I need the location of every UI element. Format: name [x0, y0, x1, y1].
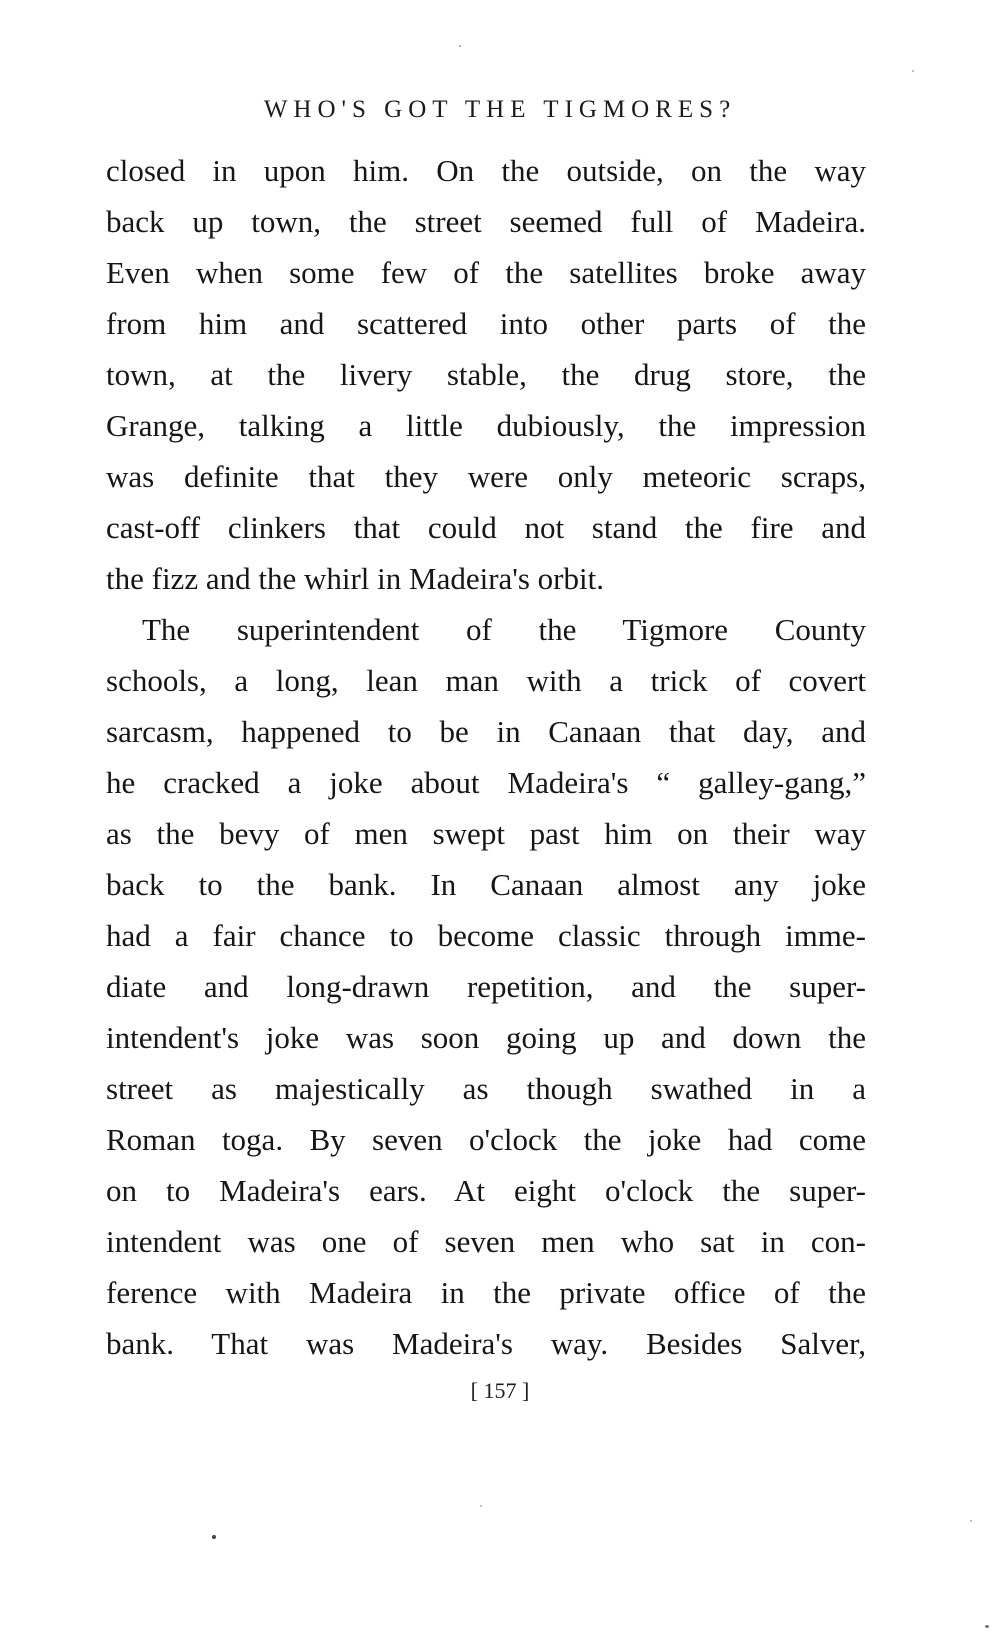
text-line: on to Madeira's ears. At eight o'clock the super- [106, 1173, 866, 1208]
paragraph [106, 604, 866, 1369]
text-line: schools, a long, lean man with a trick of covert [106, 663, 866, 698]
text-line: intendent was one of seven men who sat in con- [106, 1224, 866, 1259]
page-number: [ 157 ] [470, 1378, 530, 1403]
text-line: The superintendent of the Tigmore County [142, 612, 866, 647]
text-line: he cracked a joke about Madeira's “ galley-gang,” [106, 765, 866, 800]
text-line: ference with Madeira in the private office of the [106, 1275, 866, 1310]
paragraph [106, 145, 866, 604]
text-line: town, at the livery stable, the drug store, the [106, 357, 866, 392]
text-line: back to the bank. In Canaan almost any joke [106, 867, 866, 902]
text-line: street as majestically as though swathed in a [106, 1071, 866, 1106]
page-body [106, 145, 866, 1369]
text-line: cast-off clinkers that could not stand the fire and [106, 510, 866, 545]
text-line: diate and long-drawn repetition, and the super- [106, 969, 866, 1004]
text-line: as the bevy of men swept past him on their way [106, 816, 866, 851]
text-line: intendent's joke was soon going up and down the [106, 1020, 866, 1055]
scan-speck [212, 1535, 216, 1539]
scan-speck [985, 1625, 989, 1628]
text-line: Even when some few of the satellites broke away [106, 255, 866, 290]
text-line: Roman toga. By seven o'clock the joke had come [106, 1122, 866, 1157]
text-line: back up town, the street seemed full of Madeira. [106, 204, 866, 239]
text-line: from him and scattered into other parts of the [106, 306, 866, 341]
text-line: sarcasm, happened to be in Canaan that day, and [106, 714, 866, 749]
scan-speck [912, 70, 914, 72]
text-line: closed in upon him. On the outside, on the way [106, 153, 866, 188]
text-line: had a fair chance to become classic through imme- [106, 918, 866, 953]
running-head: WHO'S GOT THE TIGMORES? [263, 96, 737, 123]
text-line: bank. That was Madeira's way. Besides Salver, [106, 1326, 866, 1361]
scan-speck [480, 1505, 482, 1507]
scan-speck [459, 45, 461, 47]
text-line: was definite that they were only meteoric scraps, [106, 459, 866, 494]
text-line: Grange, talking a little dubiously, the impression [106, 408, 866, 443]
scan-speck [970, 1520, 972, 1522]
text-line: the fizz and the whirl in Madeira's orbit. [106, 561, 604, 596]
